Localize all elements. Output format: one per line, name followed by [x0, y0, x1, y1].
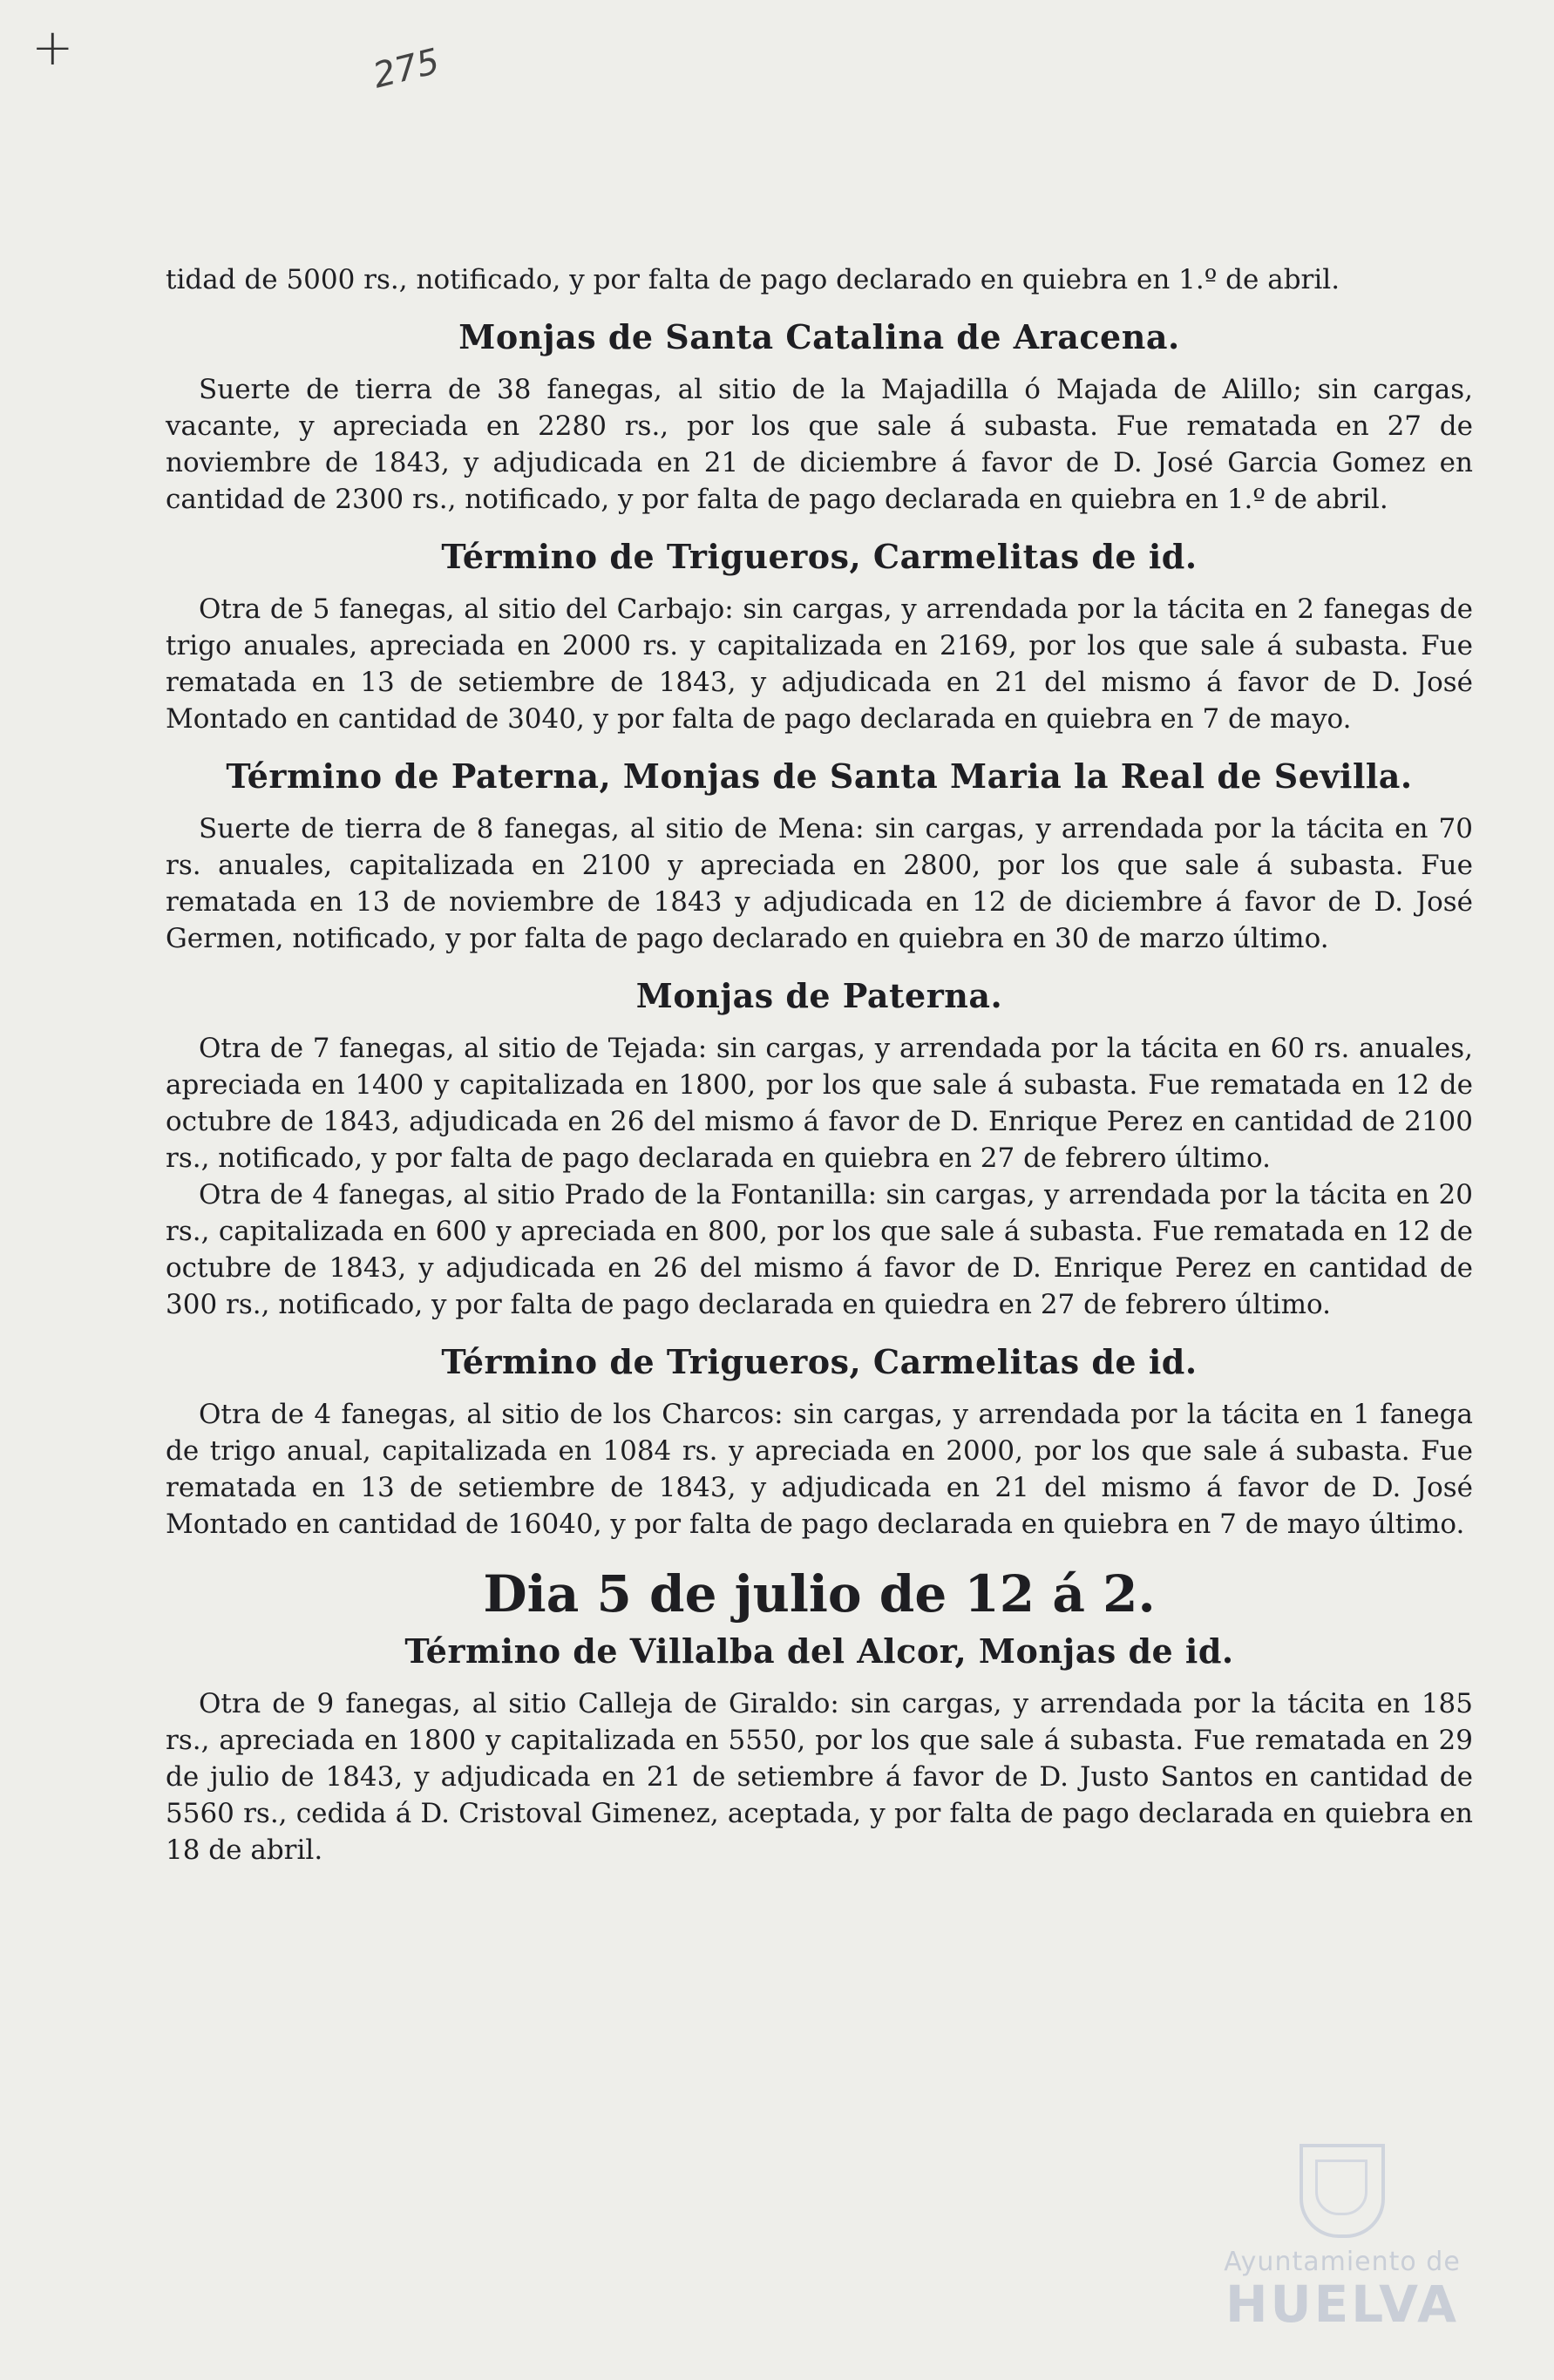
- handwritten-folio-number: 275: [369, 41, 444, 97]
- paragraph: Suerte de tierra de 8 fanegas, al sitio de Mena: sin cargas, y arrendada por la tácita en 70 rs. anuales, capitalizada en 2100 y apreciada en 2800, por los que sale á subasta. Fue rematada en 13 de noviembre de 1843 y adjudicada en 12 de diciembre á favor de D. José Germen, notificado, y por falta de pago declarado en quiebra en 30 de marzo último.: [166, 813, 1473, 954]
- document-body: [166, 261, 1473, 1868]
- handwritten-plus-mark: +: [31, 17, 74, 77]
- section-heading: Monjas de Paterna.: [635, 976, 1003, 1015]
- day-heading: Dia 5 de julio de 12 á 2.: [483, 1564, 1156, 1624]
- section-heading: Monjas de Santa Catalina de Aracena.: [458, 317, 1180, 356]
- paragraph: Otra de 5 fanegas, al sitio del Carbajo: sin cargas, y arrendada por la tácita en 2 fanegas de trigo anuales, apreciada en 2000 rs. y capitalizada en 2169, por los que sale á subasta. Fue rematada en 13 de setiembre de 1843, y adjudicada en 21 del mismo á favor de D. José Montado en cantidad de 3040, y por falta de pago declarada en quiebra en 7 de mayo.: [166, 593, 1473, 735]
- watermark-logo: [1185, 2144, 1499, 2344]
- paragraph: tidad de 5000 rs., notificado, y por falta de pago declarado en quiebra en 1.º de abril.: [166, 264, 1340, 295]
- section-heading: Término de Trigueros, Carmelitas de id.: [441, 537, 1198, 576]
- watermark-line1: Ayuntamiento de: [1224, 2247, 1461, 2277]
- paragraph: Otra de 4 fanegas, al sitio de los Charcos: sin cargas, y arrendada por la tácita en 1 fanega de trigo anual, capitalizada en 1084 rs. y apreciada en 2000, por los que sale á subasta. Fue rematada en 13 de setiembre de 1843, y adjudicada en 21 del mismo á favor de D. José Montado en cantidad de 16040, y por falta de pago declarada en quiebra en 7 de mayo último.: [166, 1399, 1473, 1540]
- coat-of-arms-icon: [1300, 2144, 1385, 2238]
- section-heading: Término de Trigueros, Carmelitas de id.: [441, 1342, 1198, 1381]
- section-heading: Término de Paterna, Monjas de Santa Maria la Real de Sevilla.: [226, 756, 1413, 796]
- paragraph: Otra de 4 fanegas, al sitio Prado de la Fontanilla: sin cargas, y arrendada por la tácita en 20 rs., capitalizada en 600 y apreciada en 800, por los que sale á subasta. Fue rematada en 12 de octubre de 1843, y adjudicada en 26 del mismo á favor de D. Enrique Perez en cantidad de 300 rs., notificado, y por falta de pago declarada en quiedra en 27 de febrero último.: [166, 1179, 1473, 1320]
- watermark-line2: HUELVA: [1225, 2275, 1460, 2334]
- section-heading: Término de Villalba del Alcor, Monjas de id.: [404, 1631, 1234, 1671]
- paragraph: Otra de 9 fanegas, al sitio Calleja de Giraldo: sin cargas, y arrendada por la tácita en 185 rs., apreciada en 1800 y capitalizada en 5550, por los que sale á subasta. Fue rematada en 29 de julio de 1843, y adjudicada en 21 de setiembre á favor de D. Justo Santos en cantidad de 5560 rs., cedida á D. Cristoval Gimenez, aceptada, y por falta de pago declarada en quiebra en 18 de abril.: [166, 1688, 1473, 1866]
- paragraph: Otra de 7 fanegas, al sitio de Tejada: sin cargas, y arrendada por la tácita en 60 rs. anuales, apreciada en 1400 y capitalizada en 1800, por los que sale á subasta. Fue rematada en 12 de octubre de 1843, adjudicada en 26 del mismo á favor de D. Enrique Perez en cantidad de 2100 rs., notificado, y por falta de pago declarada en quiebra en 27 de febrero último.: [166, 1033, 1473, 1174]
- paragraph: Suerte de tierra de 38 fanegas, al sitio de la Majadilla ó Majada de Alillo; sin cargas, vacante, y apreciada en 2280 rs., por los que sale á subasta. Fue rematada en 27 de noviembre de 1843, y adjudicada en 21 de diciembre á favor de D. José Garcia Gomez en cantidad de 2300 rs., notificado, y por falta de pago declarada en quiebra en 1.º de abril.: [166, 374, 1473, 515]
